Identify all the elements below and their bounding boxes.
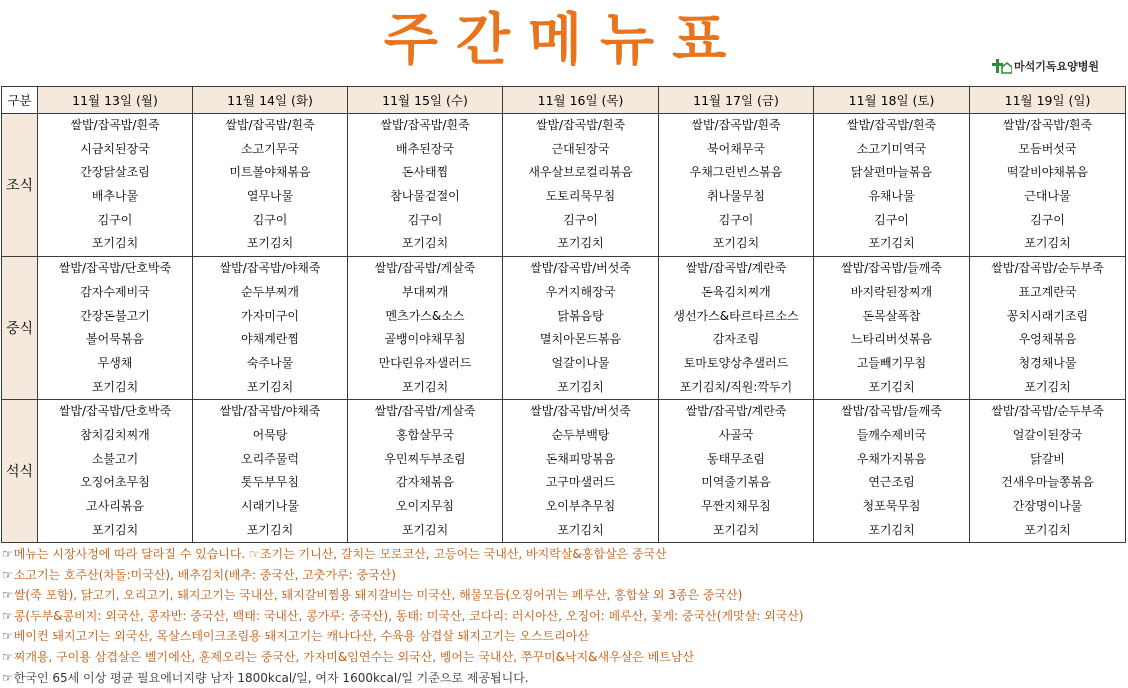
menu-item: 멘츠가스&소스 xyxy=(385,308,465,323)
menu-item: 포기김치 xyxy=(91,379,139,394)
menu-item: 순두부찌개 xyxy=(241,284,299,299)
menu-item: 소불고기 xyxy=(91,451,139,466)
menu-item: 새우살브로컬리볶음 xyxy=(528,165,633,180)
pointing-hand-icon: ☞ xyxy=(2,670,13,685)
corner-header: 구분 xyxy=(2,87,38,114)
note-line xyxy=(2,565,1122,586)
page-title: 주간메뉴표 xyxy=(383,8,745,73)
day-header: 11월 13일 (월) xyxy=(38,87,193,114)
note-text: 소고기는 호주산(차돌:미국산), 배추김치(배추: 중국산, 고춧가루: 중국산) xyxy=(13,567,396,582)
menu-item: 닭갈비 xyxy=(1030,451,1065,466)
menu-item: 쌀밥/잡곡밥/버섯죽 xyxy=(530,404,631,419)
menu-item: 생선가스&타르타르소스 xyxy=(673,308,799,323)
menu-item: 오징어초무침 xyxy=(80,475,150,490)
menu-item: 쌀밥/잡곡밥/야채죽 xyxy=(219,261,321,276)
pointing-hand-icon: ☞ xyxy=(2,547,13,561)
menu-item: 취나물무침 xyxy=(707,189,765,204)
menu-item: 쌀밥/잡곡밥/흰죽 xyxy=(380,118,470,132)
menu-item: 연근조림 xyxy=(868,475,915,490)
menu-item: 포기김치 xyxy=(91,522,139,537)
menu-item: 우엉채볶음 xyxy=(1018,332,1077,347)
menu-item: 동태무조림 xyxy=(707,451,765,466)
menu-item: 김구이 xyxy=(252,212,288,227)
day-header: 11월 18일 (토) xyxy=(814,87,970,114)
menu-item: 우거지해장국 xyxy=(545,284,616,299)
menu-item: 북어채무국 xyxy=(707,141,765,156)
menu-item: 쌀밥/잡곡밥/게살죽 xyxy=(374,404,476,419)
menu-cell xyxy=(970,400,1126,543)
menu-item: 돈채피망볶음 xyxy=(545,451,616,466)
meal-row xyxy=(2,114,1126,257)
menu-cell xyxy=(659,114,814,257)
note-text: 한국인 65세 이상 평균 필요에너지량 남자 1800kcal/일, 여자 1600kcal/일 기준으로 제공됩니다. xyxy=(13,670,529,685)
menu-item: 포기김치 xyxy=(712,522,760,537)
menu-item: 간장명이나물 xyxy=(1012,499,1083,513)
menu-item: 모듬버섯국 xyxy=(1018,141,1077,156)
menu-item: 쌀밥/잡곡밥/버섯죽 xyxy=(530,261,631,276)
menu-item: 떡갈비야채볶음 xyxy=(1006,165,1089,180)
menu-item: 쌀밥/잡곡밥/단호박죽 xyxy=(58,261,172,276)
menu-item: 쌀밥/잡곡밥/순두부죽 xyxy=(991,404,1104,419)
note-line xyxy=(2,647,1122,668)
menu-item: 포기김치 xyxy=(1024,379,1071,394)
note-line xyxy=(2,606,1122,627)
note-text: 쌀(죽 포함), 닭고기, 오리고기, 돼지고기는 국내산, 돼지갈비찜용 돼지갈비는 미국산, 해물모듬(오징어귀는 페루산, 홍합살 외 3종은 중국산) xyxy=(13,588,743,603)
menu-item: 참나물겉절이 xyxy=(390,189,460,204)
menu-cell xyxy=(348,257,503,400)
menu-item: 포기김치 xyxy=(246,236,294,251)
menu-item: 감자수제비국 xyxy=(80,284,150,299)
note-text: 콩(두부&콩비지: 외국산, 콩자반: 중국산, 백태: 국내산, 콩가루: 중국산), 동태: 미국산, 코다리: 러시아산, 오징어: 페루산, 꽃게: 중국산(게맛살: 외국산) xyxy=(13,608,804,623)
menu-item: 청경채나물 xyxy=(1018,355,1077,370)
menu-item: 돈사태찜 xyxy=(401,165,449,180)
day-header: 11월 14일 (화) xyxy=(193,87,348,114)
menu-item: 포기김치 xyxy=(1024,236,1071,251)
menu-cell xyxy=(348,400,503,543)
menu-cell xyxy=(659,257,814,400)
menu-item: 포기김치/직원:깍두기 xyxy=(679,379,793,394)
menu-item: 부대찌개 xyxy=(401,284,449,299)
menu-item: 바지락된장찌개 xyxy=(850,284,933,299)
menu-item: 숙주나물 xyxy=(246,355,294,370)
menu-item: 배추된장국 xyxy=(396,141,454,156)
menu-cell xyxy=(659,400,814,543)
menu-item: 김구이 xyxy=(1030,212,1065,227)
menu-item: 토마토양상추샐러드 xyxy=(683,355,789,370)
menu-item: 포기김치 xyxy=(401,236,449,251)
menu-item: 오이지무침 xyxy=(396,499,454,513)
meal-label: 석식 xyxy=(2,400,38,543)
menu-item: 시래기나물 xyxy=(241,499,299,513)
note-line xyxy=(2,585,1122,606)
menu-item: 포기김치 xyxy=(246,522,294,537)
menu-item: 간장돈불고기 xyxy=(80,308,150,323)
menu-item: 얼갈이된장국 xyxy=(1012,427,1083,442)
menu-item: 청포묵무침 xyxy=(862,499,921,513)
menu-item: 돈육김치찌개 xyxy=(701,284,771,299)
note-text: 메뉴는 시장사정에 따라 달라질 수 있습니다. ☞조기는 기니산, 갈치는 모로코산, 고등어는 국내산, 바지락살&홍합살은 중국산 xyxy=(13,547,667,561)
menu-item: 얼갈이나물 xyxy=(551,355,610,370)
note-line xyxy=(2,626,1122,647)
menu-item: 감자조림 xyxy=(712,332,760,347)
hospital-name: 마석기독요양병원 xyxy=(1014,60,1100,73)
menu-item: 쌀밥/잡곡밥/흰죽 xyxy=(846,118,937,132)
menu-item: 볼어묵볶음 xyxy=(86,332,144,347)
menu-item: 포기김치 xyxy=(557,379,604,394)
menu-item: 쌀밥/잡곡밥/순두부죽 xyxy=(991,261,1104,276)
note-text: 베이컨 돼지고기는 외국산, 목살스테이크조림용 돼지고기는 캐나다산, 수육용 삼겹살 돼지고기는 오스트리아산 xyxy=(13,629,589,644)
menu-item: 미역줄기볶음 xyxy=(701,475,771,490)
menu-item: 포기김치 xyxy=(401,522,449,537)
menu-item: 미트볼야채볶음 xyxy=(229,165,311,180)
menu-item: 쌀밥/잡곡밥/들깨죽 xyxy=(841,261,942,276)
menu-item: 꽁치시래기조림 xyxy=(1006,308,1089,323)
menu-item: 김구이 xyxy=(874,212,909,227)
menu-item: 쌀밥/잡곡밥/흰죽 xyxy=(70,118,160,132)
menu-cell xyxy=(38,114,193,257)
menu-item: 오리주물럭 xyxy=(241,451,299,466)
menu-item: 도토리묵무침 xyxy=(545,189,616,204)
menu-item: 포기김치 xyxy=(1024,522,1071,537)
day-header: 11월 19일 (일) xyxy=(970,87,1126,114)
menu-item: 쌀밥/잡곡밥/흰죽 xyxy=(691,118,781,132)
menu-item: 김구이 xyxy=(563,212,598,227)
menu-item: 닭살편마늘볶음 xyxy=(850,165,933,180)
menu-item: 순두부백탕 xyxy=(551,427,610,442)
menu-item: 톳두부무침 xyxy=(241,475,299,490)
menu-cell xyxy=(814,257,970,400)
menu-item: 간장닭살조림 xyxy=(80,165,150,180)
menu-item: 어묵탕 xyxy=(252,427,288,442)
menu-item: 포기김치 xyxy=(868,236,915,251)
menu-item: 포기김치 xyxy=(246,379,294,394)
menu-cell xyxy=(503,257,659,400)
note-text: 찌개용, 구이용 삼겹살은 벨기에산, 훈제오리는 중국산, 가자미&임연수는 외국산, 벵어는 국내산, 쭈꾸미&낙지&새우살은 베트남산 xyxy=(13,649,695,664)
menu-item: 참치김치찌개 xyxy=(80,427,150,442)
menu-item: 표고계란국 xyxy=(1018,284,1077,299)
menu-item: 고구마샐러드 xyxy=(545,475,616,490)
menu-item: 근대나물 xyxy=(1024,189,1071,204)
menu-item: 느타리버섯볶음 xyxy=(850,332,933,347)
meal-label: 조식 xyxy=(2,114,38,257)
menu-item: 쌀밥/잡곡밥/들깨죽 xyxy=(841,404,942,419)
menu-item: 포기김치 xyxy=(557,236,604,251)
day-header: 11월 17일 (금) xyxy=(659,87,814,114)
menu-item: 열무나물 xyxy=(246,189,294,204)
notes-section xyxy=(2,544,1122,688)
note-line xyxy=(2,544,1122,565)
meal-row xyxy=(2,257,1126,400)
menu-item: 쌀밥/잡곡밥/계란죽 xyxy=(685,261,787,276)
menu-item: 포기김치 xyxy=(712,236,760,251)
weekly-menu-table xyxy=(1,86,1126,543)
menu-item: 소고기무국 xyxy=(241,141,299,156)
menu-cell xyxy=(503,400,659,543)
pointing-hand-icon: ☞ xyxy=(2,629,13,644)
menu-cell xyxy=(193,257,348,400)
menu-item: 닭볶음탕 xyxy=(557,308,604,323)
menu-cell xyxy=(38,257,193,400)
menu-item: 우민찌두부조림 xyxy=(384,451,466,466)
menu-item: 홍합살무국 xyxy=(396,427,454,442)
menu-item: 골뱅이야채무침 xyxy=(384,332,466,347)
menu-item: 들깨수제비국 xyxy=(856,427,927,442)
menu-item: 포기김치 xyxy=(91,236,139,251)
menu-cell xyxy=(970,114,1126,257)
menu-item: 멸치아몬드볶음 xyxy=(539,332,622,347)
menu-cell xyxy=(38,400,193,543)
menu-item: 쌀밥/잡곡밥/흰죽 xyxy=(1002,118,1093,132)
menu-item: 김구이 xyxy=(97,212,133,227)
menu-item: 유채나물 xyxy=(868,189,915,204)
menu-item: 야채계란찜 xyxy=(241,332,299,347)
pointing-hand-icon: ☞ xyxy=(2,649,13,664)
menu-item: 근대된장국 xyxy=(551,141,610,156)
menu-item: 고들빼기무침 xyxy=(856,355,927,370)
menu-item: 쌀밥/잡곡밥/단호박죽 xyxy=(58,404,172,419)
menu-item: 포기김치 xyxy=(868,522,915,537)
day-header: 11월 16일 (목) xyxy=(503,87,659,114)
menu-item: 포기김치 xyxy=(868,379,915,394)
pointing-hand-icon: ☞ xyxy=(2,608,13,623)
menu-item: 김구이 xyxy=(407,212,443,227)
menu-cell xyxy=(193,114,348,257)
menu-item: 무생채 xyxy=(97,355,133,370)
menu-item: 오이부추무침 xyxy=(545,499,616,513)
cross-house-icon xyxy=(990,58,1012,74)
hospital-logo xyxy=(990,58,1099,74)
meal-label: 중식 xyxy=(2,257,38,400)
menu-item: 쌀밥/잡곡밥/게살죽 xyxy=(374,261,476,276)
menu-cell xyxy=(348,114,503,257)
menu-cell xyxy=(814,114,970,257)
menu-item: 고사리볶음 xyxy=(86,499,144,513)
header-row xyxy=(2,87,1126,114)
note-line xyxy=(2,668,1122,688)
menu-cell xyxy=(814,400,970,543)
menu-item: 시금치된장국 xyxy=(80,141,150,156)
menu-item: 우채가지볶음 xyxy=(856,451,927,466)
menu-item: 사골국 xyxy=(718,427,754,442)
day-header: 11월 15일 (수) xyxy=(348,87,503,114)
menu-item: 돈목살폭찹 xyxy=(862,308,921,323)
menu-item: 가자미구이 xyxy=(241,308,299,323)
meal-row xyxy=(2,400,1126,543)
menu-item: 배추나물 xyxy=(91,189,139,204)
menu-item: 김구이 xyxy=(718,212,754,227)
menu-item: 쌀밥/잡곡밥/흰죽 xyxy=(535,118,626,132)
menu-item: 우채그린빈스볶음 xyxy=(689,165,783,180)
menu-cell xyxy=(193,400,348,543)
menu-item: 쌀밥/잡곡밥/흰죽 xyxy=(225,118,315,132)
menu-item: 포기김치 xyxy=(557,522,604,537)
menu-item: 쌀밥/잡곡밥/야채죽 xyxy=(219,404,321,419)
menu-item: 만다린유자샐러드 xyxy=(378,355,472,370)
menu-item: 감자채볶음 xyxy=(396,475,454,490)
pointing-hand-icon: ☞ xyxy=(2,588,13,603)
menu-cell xyxy=(503,114,659,257)
pointing-hand-icon: ☞ xyxy=(2,567,13,582)
menu-item: 무짠지채무침 xyxy=(701,499,771,513)
menu-item: 포기김치 xyxy=(401,379,449,394)
menu-cell xyxy=(970,257,1126,400)
menu-item: 건새우마늘쫑볶음 xyxy=(1001,475,1094,490)
menu-item: 쌀밥/잡곡밥/계란죽 xyxy=(685,404,787,419)
menu-item: 소고기미역국 xyxy=(856,141,927,156)
